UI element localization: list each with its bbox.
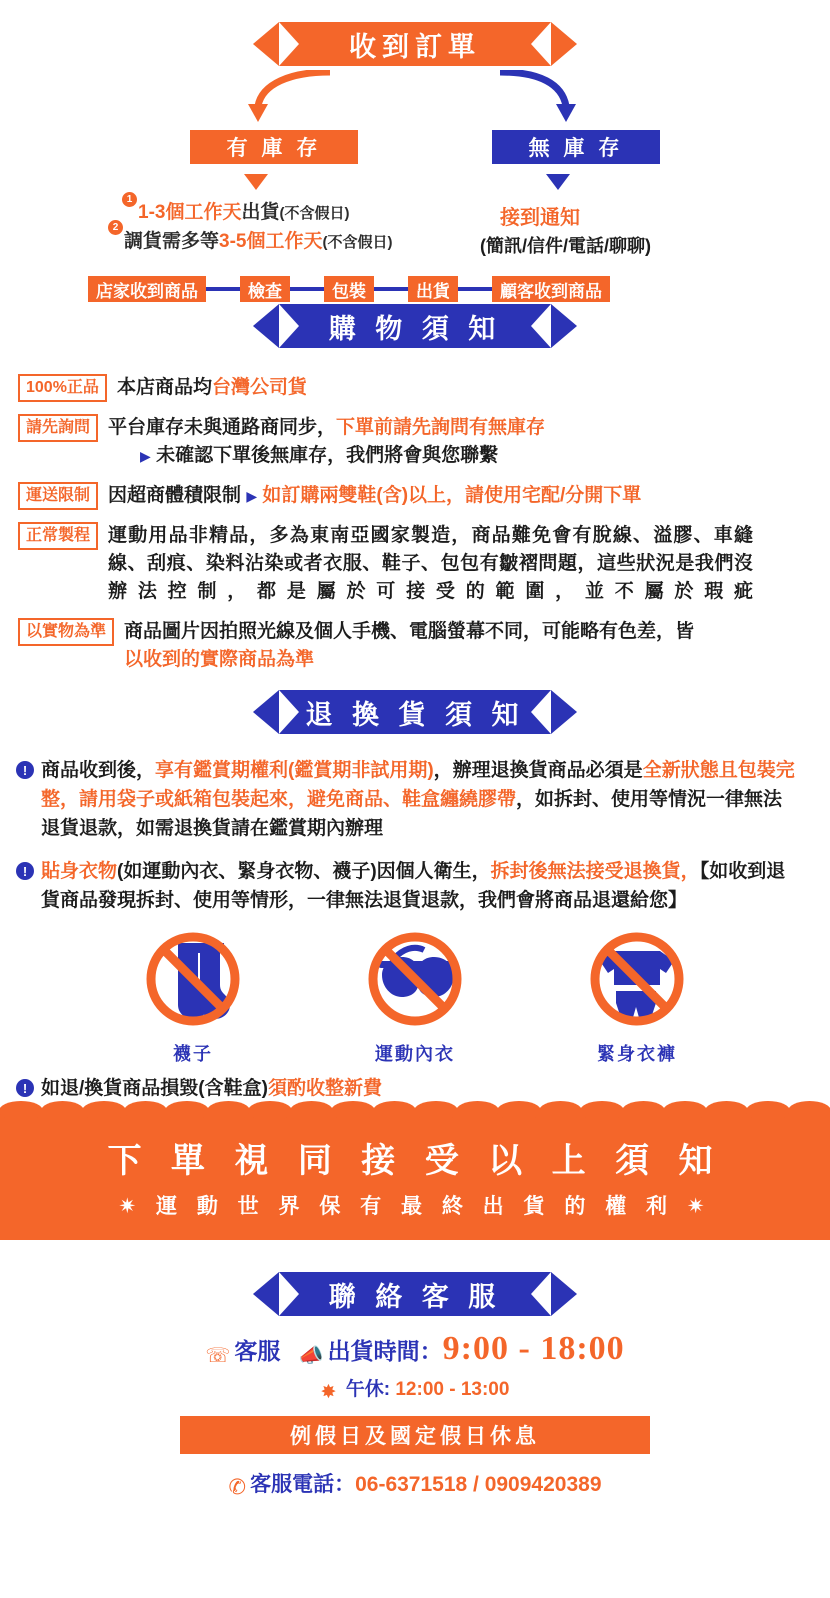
pipeline-step-1: 店家收到商品 <box>88 276 206 302</box>
triangle-bullet-icon: ▶ <box>246 488 258 504</box>
notice-text-accent: 如訂購兩雙鞋(含)以上，請使用宅配/分開下單 <box>262 485 642 506</box>
flow-arrow-left <box>244 174 268 190</box>
icon-label: 運動內衣 <box>375 1044 455 1064</box>
flow-right-note2: (簡訊/信件/電話/聊聊) <box>480 236 651 256</box>
notice-text: 運動用品非精品，多為東南亞國家製造，商品難免會有脫線、溢膠、車縫線、刮痕、染料沾染或者衣服、鞋子、包包有皺褶問題，這些狀況是我們沒辦法控制，都是屬於可接受的範圍，並不屬於瑕疵 <box>108 525 754 602</box>
noon-hours: 12:00 - 13:00 <box>395 1379 510 1400</box>
shopping-notice-list <box>0 368 830 674</box>
pipeline-step-5: 顧客收到商品 <box>492 276 610 302</box>
flow-right-notes <box>452 204 782 260</box>
policy-seg: ，辦理退換貨商品必須是 <box>433 760 643 781</box>
flow-left-box-label: 有 庫 存 <box>190 130 358 164</box>
headset-icon: ☏ <box>205 1345 231 1367</box>
exclamation-icon: ! <box>16 862 34 880</box>
compression-wear-icon <box>552 929 722 1029</box>
notice-text <box>124 618 769 674</box>
contact-section <box>0 1240 830 1500</box>
noon-label: 午休: <box>345 1379 391 1400</box>
flow-left-note2-prefix: 調貨需多等 <box>124 231 220 252</box>
pipeline-step-4: 出貨 <box>408 276 458 302</box>
no-return-compression <box>552 929 722 1066</box>
notice-row-shipping-limit <box>18 482 812 510</box>
flow-top-banner-label: 收到訂單 <box>349 31 481 62</box>
flow-left-note1-rest: 出貨 <box>241 202 280 223</box>
sun-icon: ✸ <box>320 1382 337 1403</box>
flow-left-box <box>190 130 358 164</box>
flow-left-note1-paren: (不含假日) <box>279 205 350 222</box>
notice-text-plain: 平台庫存未與通路商同步， <box>108 417 337 438</box>
sports-bra-icon <box>330 929 500 1029</box>
return-policy-list <box>0 752 830 915</box>
shipping-label: 出貨時間 <box>327 1338 420 1364</box>
notice-tag: 正常製程 <box>18 522 98 550</box>
exclamation-icon: ! <box>16 761 34 779</box>
no-return-icons <box>0 929 830 1066</box>
notice-row-authentic <box>18 374 812 402</box>
policy-text <box>41 1074 382 1103</box>
flow-marker-1: 1 <box>122 192 137 207</box>
flow-left-notes <box>112 194 442 256</box>
holiday-bar: 例假日及國定假日休息 <box>180 1416 650 1454</box>
policy-seg-accent: 全新狀態且包裝完整，請用袋子或紙箱包裝起來，避免商品、鞋盒纏繞膠帶 <box>41 760 795 810</box>
flow-branch-arrows <box>0 70 830 126</box>
flow-right-note1: 接到通知 <box>500 207 580 229</box>
phone-label: 客服電話 <box>250 1473 335 1496</box>
agreement-line-2-text: 運 動 世 界 保 有 最 終 出 貨 的 權 利 <box>155 1195 674 1218</box>
policy-seg: 【如收到退貨商品發現拆封、使用等情形，一律無法退貨退款，我們會將商品退還給您】 <box>41 861 786 911</box>
policy-text <box>41 857 801 915</box>
fulfillment-pipeline <box>88 276 742 302</box>
notice-row-ask-first <box>18 414 812 470</box>
flow-left-note1-strong: 1-3個工作天 <box>138 202 242 223</box>
notice-text-sub: 未確認下單後無庫存，我們將會與您聯繫 <box>156 445 499 466</box>
policy-seg-accent: 貼身衣物 <box>41 861 118 882</box>
policy-seg: ，如拆封、使用等情況一律無法退貨退款，如需退換貨請在鑑賞期內辦理 <box>41 789 783 839</box>
flow-arrow-right <box>546 174 570 190</box>
notice-row-normal-process <box>18 522 812 606</box>
shopping-notice-title: 購 物 須 知 <box>328 313 502 344</box>
noon-break-row <box>0 1374 830 1404</box>
phone-value: 06-6371518 / 0909420389 <box>355 1473 602 1496</box>
flow-top-banner <box>0 22 830 66</box>
notice-text <box>108 414 545 470</box>
return-policy-banner <box>0 690 830 734</box>
star-icon-left: ✷ <box>118 1195 144 1218</box>
agreement-band <box>0 1111 830 1240</box>
pipeline-connector <box>374 287 408 291</box>
notice-text-plain: 因超商體積限制 <box>108 485 242 506</box>
notice-row-actual-product <box>18 618 812 674</box>
flow-right-box-label: 無 庫 存 <box>492 130 660 164</box>
shipping-hours-row <box>0 1330 830 1368</box>
policy-seg-accent: 享有鑑賞期權利(鑑賞期非試用期) <box>155 760 434 781</box>
flow-marker-2: 2 <box>108 220 123 235</box>
notice-text <box>117 374 307 402</box>
flow-left-note2-strong: 3-5個工作天 <box>219 231 323 252</box>
agreement-line-2 <box>0 1190 830 1220</box>
phone-colon: ： <box>334 1473 356 1496</box>
socks-icon <box>108 929 278 1029</box>
phone-row <box>0 1468 830 1500</box>
agreement-line-1: 下 單 視 同 接 受 以 上 須 知 <box>107 1142 723 1180</box>
policy-item-intimate <box>16 857 814 915</box>
triangle-bullet-icon: ▶ <box>140 448 151 464</box>
notice-tag: 請先詢問 <box>18 414 98 442</box>
policy-seg: 商品收到後， <box>41 760 156 781</box>
notice-text-plain: 商品圖片因拍照光線及個人手機、電腦螢幕不同，可能略有色差，皆 <box>124 621 695 642</box>
pipeline-connector <box>458 287 492 291</box>
icon-label: 襪子 <box>173 1044 213 1064</box>
service-label: 客服 <box>234 1338 281 1364</box>
policy-seg-accent: 須酌收整新費 <box>267 1078 382 1099</box>
no-return-sports-bra <box>330 929 500 1066</box>
notice-text-plain: 本店商品均 <box>116 377 212 398</box>
pipeline-step-2: 檢查 <box>240 276 290 302</box>
scallop-decoration <box>0 1101 830 1115</box>
star-icon-right: ✷ <box>686 1195 712 1218</box>
order-flow-section <box>0 0 830 300</box>
policy-seg-accent: 拆封後無法接受退換貨， <box>490 861 700 882</box>
shipping-colon: ： <box>419 1338 443 1364</box>
policy-item-inspection <box>16 756 814 843</box>
notice-tag: 運送限制 <box>18 482 98 510</box>
notice-text-accent: 以收到的實際商品為準 <box>124 649 315 670</box>
notice-text <box>108 482 641 510</box>
shopping-notice-banner <box>0 304 830 348</box>
exclamation-icon: ! <box>16 1079 34 1097</box>
notice-tag: 100%正品 <box>18 374 107 402</box>
policy-seg: (如運動內衣、緊身衣物、襪子)因個人衛生， <box>117 861 491 882</box>
pipeline-connector <box>290 287 324 291</box>
no-return-socks <box>108 929 278 1066</box>
flow-left-note2-paren: (不含假日) <box>322 234 393 251</box>
contact-banner <box>0 1272 830 1316</box>
return-policy-title: 退 換 貨 須 知 <box>305 699 525 730</box>
pipeline-connector <box>206 287 240 291</box>
phone-icon: ✆ <box>228 1476 247 1499</box>
notice-tag: 以實物為準 <box>18 618 114 646</box>
shipping-hours: 9:00 - 18:00 <box>442 1330 625 1367</box>
policy-text <box>41 756 801 843</box>
policy-item-damaged <box>0 1070 830 1103</box>
flow-right-box <box>492 130 660 164</box>
icon-label: 緊身衣褲 <box>597 1044 677 1064</box>
policy-seg: 如退/換貨商品損毀(含鞋盒) <box>41 1078 268 1099</box>
notice-text-accent: 下單前請先詢問有無庫存 <box>336 417 546 438</box>
pipeline-step-3: 包裝 <box>324 276 374 302</box>
megaphone-icon: 📣 <box>298 1345 324 1367</box>
notice-text-accent: 台灣公司貨 <box>211 377 307 398</box>
contact-title: 聯 絡 客 服 <box>328 1281 502 1312</box>
